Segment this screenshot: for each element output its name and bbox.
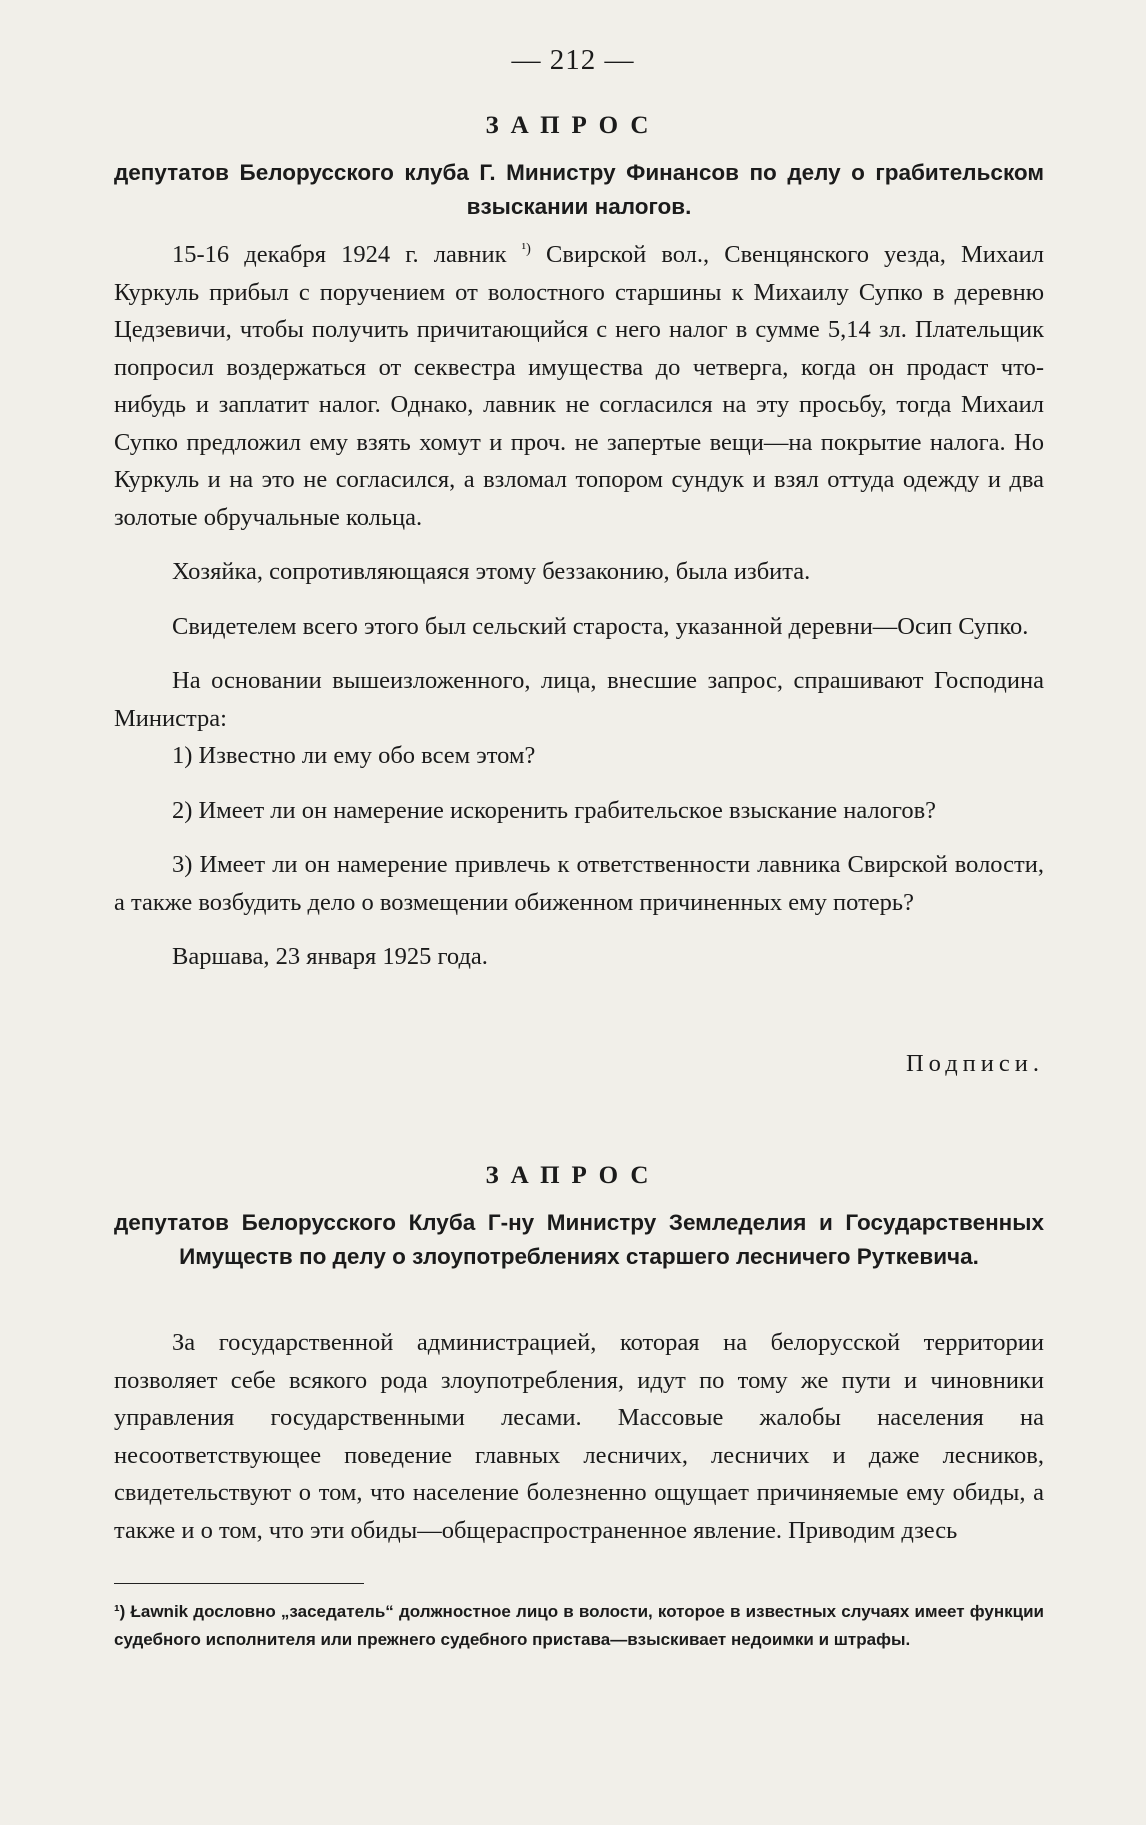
request1-heading: ЗАПРОС — [485, 112, 661, 139]
request2-paragraph-1: За государственной администрацией, которая на белорусской территории позволяет себе всякого рода злоупотребления, идут по тому же пути и чиновники управления государственными лесами. Массовые жалобы населения на несоответствующее поведение главных лесничих, лесничих и даже лесников, свидетельствуют о том, что население болезненно ощущает причиняемые ему обиды, а также и о том, что эти обиды—общераспространенное явление. Приводим дзесь — [114, 1329, 1044, 1544]
request1-paragraph-4: На основании вышеизложенного, лица, внесшие запрос, спрашивают Господина Министра: — [114, 667, 1044, 732]
footnote-reference: ¹) — [521, 240, 531, 257]
request1-body — [114, 236, 1044, 976]
paragraph-1-rest: Свирской вол., Свенцянского уезда, Михаил Куркуль прибыл с поручением от волостного старшины к Михаилу Супко в деревню Цедзевичи, чтобы получить причитающийся с него налог в сумме 5,14 зл. Плательщик попросил воздержаться от секвестра имущества до четверга, когда он продаст что-нибудь и заплатит налог. Однако, лавник не согласился на эту просьбу, тогда Михаил Супко предложил ему взять хомут и проч. не запертые вещи—на покрытие налога. Но Куркуль и на это не согласился, а взломал топором сундук и взял оттуда одежду и два золотые обручальные кольца. — [114, 241, 1044, 531]
request1-question-1: 1) Известно ли ему обо всем этом? — [172, 742, 536, 769]
request1-paragraph-1 — [114, 236, 1044, 536]
footnote-text: Ławnik дословно „заседатель“ должностное лицо в волости, которое в известных случаях имеет функции судебного исполнителя или прежнего судебного пристава—взыскивает недоимки и штрафы. — [114, 1602, 1044, 1649]
page-number: — 212 — — [511, 44, 635, 76]
request1-question-2: 2) Имеет ли он намерение искоренить грабительское взыскание налогов? — [172, 796, 937, 824]
footnote-divider — [114, 1583, 364, 1584]
footnote — [114, 1598, 1044, 1654]
footnote-marker: ¹) — [114, 1602, 126, 1621]
paragraph-1-start: 15-16 декабря 1924 г. лавник — [172, 241, 522, 268]
request1-date: Варшава, 23 января 1925 года. — [172, 943, 488, 970]
request1-subheading: депутатов Белорусского клуба Г. Министру Финансов по делу о грабительском взыскании налогов. — [114, 160, 1044, 219]
request2-body — [114, 1324, 1044, 1549]
request2-heading: ЗАПРОС — [485, 1162, 661, 1189]
request1-signature: Подписи. — [905, 1050, 1044, 1077]
request1-question-3: 3) Имеет ли он намерение привлечь к ответственности лавника Свирской волости, а также возбудить дело о возмещении обиженном причиненных ему потерь? — [114, 851, 1044, 916]
request2-subheading: депутатов Белорусского Клуба Г-ну Министру Земледелия и Государственных Имуществ по делу о злоупотреблениях старшего лесничего Руткевича. — [114, 1210, 1044, 1269]
request1-paragraph-3: Свидетелем всего этого был сельский староста, указанной деревни—Осип Супко. — [172, 612, 1029, 640]
request1-paragraph-2: Хозяйка, сопротивляющаяся этому беззаконию, была избита. — [172, 558, 811, 585]
